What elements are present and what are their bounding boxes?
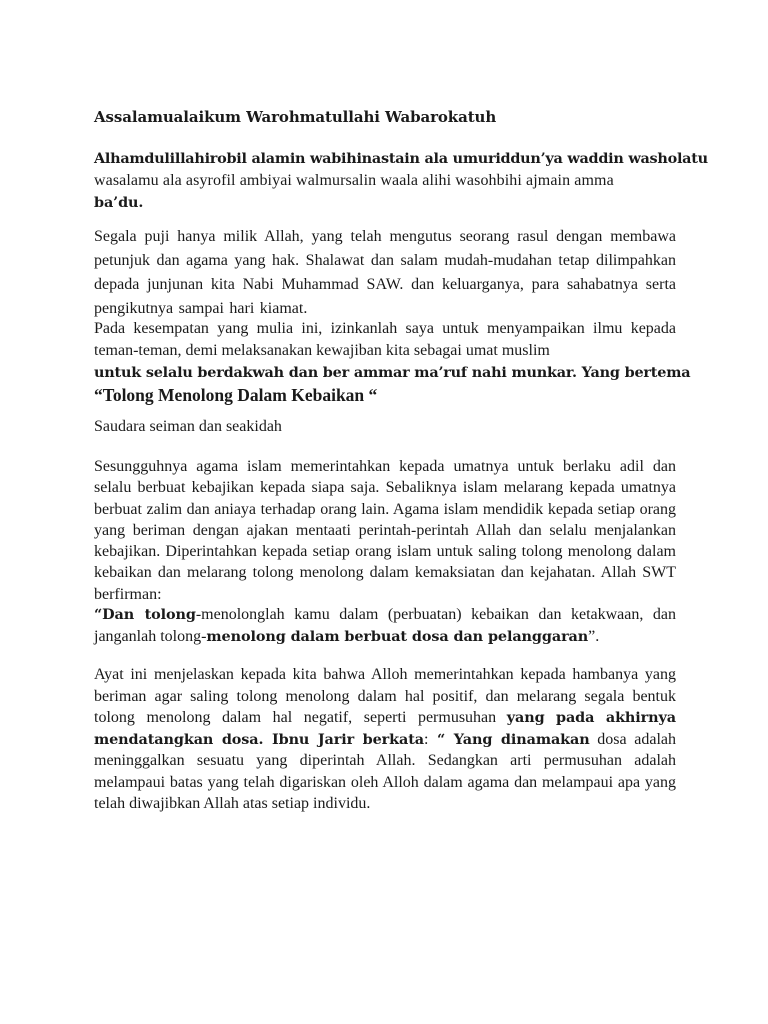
explanation-quote-open: “ Yang dinamakan xyxy=(428,730,590,748)
quote-middle: -menolonglah kamu dalam (perbuatan) kebaikan dan ketakwaan, dan janganlah tolong- xyxy=(94,606,676,645)
theme-title: “Tolong Menolong Dalam Kebaikan “ xyxy=(94,385,378,405)
explanation-text-1: Ayat ini menjelaskan kepada kita bahwa Alloh memerintahkan kepada hambanya yang beriman agar saling tolong menolong dalam hal positif, dan melarang segala bentuk tolong menolong dalam hal negatif, seperti permusuhan xyxy=(94,666,676,726)
intro-bold-line: untuk selalu berdakwah dan ber ammar ma’ruf nahi munkar. Yang bertema xyxy=(94,364,691,381)
opening-bold-line: Alhamdulillahirobil alamin wabihinastain ala umuriddun’ya waddin washolatu xyxy=(94,150,708,167)
paragraph-islam-teaching: Sesungguhnya agama islam memerintahkan kepada umatnya untuk berlaku adil dan selalu berbuat kebajikan kepada siapa saja. Sebaliknya islam melarang kepada umatnya berbuat zalim dan aniaya terhadap orang lain. Agama islam mendidik kepada setiap orang yang beriman dengan ajakan mentaati perintah-perintah Allah dan selalu menjalankan kebajikan. Diperintahkan kepada setiap orang islam untuk saling tolong menolong dalam kebaikan dan melarang tolong menolong dalam kemaksiatan dan kejahatan. Allah SWT berfirman: xyxy=(94,458,676,603)
greeting-line: Saudara seiman dan seakidah xyxy=(94,418,282,435)
paragraph-praise: Segala puji hanya milik Allah, yang telah mengutus seorang rasul dengan membawa petunjuk dan agama yang hak. Shalawat dan salam mudah-mudahan tetap dilimpahkan depada junjunan kita Nabi Muhammad SAW. dan keluarganya, para sahabatnya serta pengikutnya sampai hari kiamat. xyxy=(94,228,676,317)
paragraph-introduction xyxy=(94,318,691,406)
intro-text: Pada kesempatan yang mulia ini, izinkanlah saya untuk menyampaikan ilmu kepada teman-teman, demi melaksanakan kewajiban kita sebagai umat muslim xyxy=(94,320,676,359)
explanation-bold-part: yang pada akhirnya mendatangkan dosa. Ibnu Jarir berkata xyxy=(94,709,676,748)
opening-line-2: wasalamu ala asyrofil ambiyai walmursalin waala alihi wasohbihi ajmain amma xyxy=(94,172,614,189)
quote-bold-start: “Dan tolong xyxy=(94,606,196,623)
salutation-heading: Assalamualaikum Warohmatullahi Wabarokatuh xyxy=(94,108,497,126)
opening-paragraph xyxy=(94,148,708,214)
opening-bold-end: ba’du. xyxy=(94,194,144,211)
explanation-text-2: dosa adalah meninggalkan sesuatu yang diperintah Allah. Sedangkan arti permusuhan adalah melampaui batas yang telah digariskan oleh Alloh dalam agama dan melampaui apa yang telah diwajibkan Allah atas setiap individu. xyxy=(94,730,676,812)
explanation-colon: : xyxy=(424,730,429,748)
quote-bold-end: menolong dalam berbuat dosa dan pelanggaran xyxy=(206,628,589,645)
paragraph-explanation xyxy=(94,664,676,815)
quran-quote xyxy=(94,604,676,648)
quote-closing: ”. xyxy=(588,628,600,645)
